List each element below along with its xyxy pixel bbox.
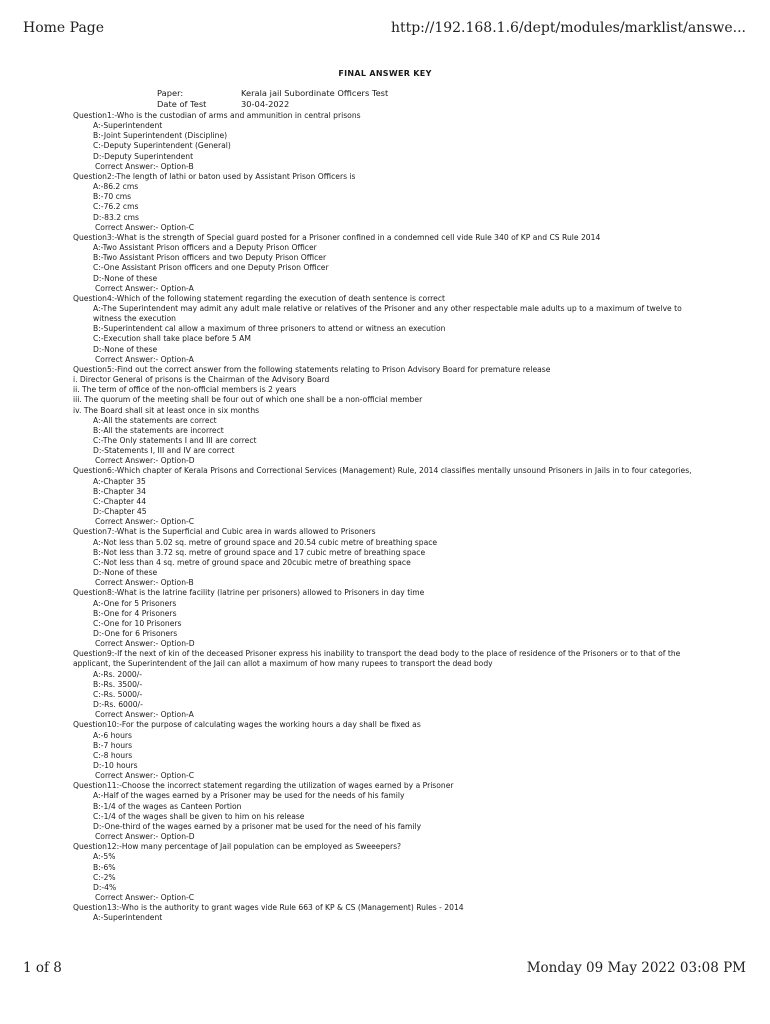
answer-option: B:-1/4 of the wages as Canteen Portion <box>93 801 242 811</box>
answer-option: D:-Rs. 6000/- <box>93 700 143 710</box>
answer-key-content <box>73 111 693 924</box>
answer-option: A:-6 hours <box>93 730 132 740</box>
correct-answer: Correct Answer:- Option-D <box>95 832 195 842</box>
answer-option: C:-8 hours <box>93 750 133 760</box>
footer-timestamp: Monday 09 May 2022 03:08 PM <box>526 960 746 976</box>
answer-option: D:-None of these <box>93 273 158 283</box>
answer-option: B:-All the statements are incorrect <box>93 425 224 435</box>
answer-option: D:-One for 6 Prisoners <box>93 628 178 638</box>
question-block <box>73 527 693 588</box>
question-text: Question6:-Which chapter of Kerala Prisons and Correctional Services (Management) Rule, 2014 classifies mentally unsound Prisoners in Jails in to four categories, <box>73 466 692 476</box>
question-text: Question1:-Who is the custodian of arms and ammunition in central prisons <box>73 111 361 120</box>
document-title: FINAL ANSWER KEY <box>338 69 432 78</box>
answer-option: B:-Rs. 3500/- <box>93 679 143 689</box>
header-url: http://192.168.1.6/dept/modules/marklist/answe... <box>390 20 746 36</box>
answer-option: A:-86.2 cms <box>93 182 139 192</box>
correct-answer: Correct Answer:- Option-C <box>95 222 195 232</box>
paper-label: Paper: <box>157 88 184 98</box>
paper-value: Kerala jail Subordinate Officers Test <box>241 88 389 98</box>
answer-option: C:-Rs. 5000/- <box>93 689 143 699</box>
answer-option: A:-5% <box>93 852 116 862</box>
question-text: Question9:-If the next of kin of the deceased Prisoner express his inability to transport the dead body to the place of residence of the Prisoners or to that of the applicant, the Superintendent of the Jail can allot a maximum of how many rupees to transport the dead body <box>73 649 681 669</box>
answer-option: C:-1/4 of the wages shall be given to him on his release <box>93 811 305 821</box>
question-text: Question13:-Who is the authority to grant wages vide Rule 663 of KP & CS (Management) Rules - 2014 <box>73 903 464 913</box>
answer-option: A:-Superintendent <box>93 913 163 923</box>
answer-option: A:-Half of the wages earned by a Prisoner may be used for the needs of his family <box>93 791 405 801</box>
answer-option: C:-Chapter 44 <box>93 496 147 506</box>
answer-option: B:-Joint Superintendent (Discipline) <box>93 131 228 141</box>
date-value: 30-04-2022 <box>241 99 290 109</box>
question-text: Question7:-What is the Superficial and Cubic area in wards allowed to Prisoners <box>73 527 376 537</box>
answer-option: B:-Chapter 34 <box>93 486 146 496</box>
question-text: Question4:-Which of the following statement regarding the execution of death sentence is correct <box>73 293 445 303</box>
answer-option: A:-Not less than 5.02 sq. metre of ground space and 20.54 cubic metre of breathing space <box>93 537 438 547</box>
question-block <box>73 365 693 467</box>
answer-option: C:-Execution shall take place before 5 AM <box>93 334 251 344</box>
question-block <box>73 466 693 527</box>
question-block <box>73 720 693 781</box>
header-home-page: Home Page <box>23 20 105 36</box>
correct-answer: Correct Answer:- Option-C <box>95 771 195 781</box>
question-block <box>73 233 693 294</box>
correct-answer: Correct Answer:- Option-D <box>95 639 195 649</box>
answer-option: D:-Statements I, III and IV are correct <box>93 446 235 456</box>
question-block <box>73 842 693 903</box>
answer-option: D:-None of these <box>93 568 158 578</box>
question-text: Question2:-The length of lathi or baton used by Assistant Prison Officers is <box>73 171 356 181</box>
question-statement: iv. The Board shall sit at least once in six months <box>73 405 260 415</box>
paper-row <box>157 88 388 98</box>
question-block <box>73 172 693 233</box>
answer-option: D:-4% <box>93 882 117 892</box>
answer-option: C:-Not less than 4 sq. metre of ground space and 20cubic metre of breathing space <box>93 557 411 567</box>
question-block <box>73 111 693 172</box>
question-block <box>73 649 693 720</box>
answer-option: D:-Chapter 45 <box>93 507 147 517</box>
answer-option: A:-All the statements are correct <box>93 415 217 425</box>
correct-answer: Correct Answer:- Option-D <box>95 456 195 466</box>
answer-option: D:-One-third of the wages earned by a prisoner mat be used for the need of his family <box>93 821 422 831</box>
question-text: Question5:-Find out the correct answer from the following statements relating to Prison Advisory Board for premature release <box>73 364 551 374</box>
date-row <box>157 99 289 109</box>
answer-option: C:-76.2 cms <box>93 202 139 212</box>
correct-answer: Correct Answer:- Option-A <box>95 283 194 293</box>
answer-option: D:-Deputy Superintendent <box>93 151 194 161</box>
answer-option: A:-Chapter 35 <box>93 476 146 486</box>
question-block <box>73 903 693 923</box>
answer-option: D:-10 hours <box>93 761 138 770</box>
date-label: Date of Test <box>157 99 207 109</box>
answer-option: A:-Superintendent <box>93 121 163 131</box>
question-text: Question3:-What is the strength of Special guard posted for a Prisoner confined in a condemned cell vide Rule 340 of KP and CS Rule 2014 <box>73 232 601 242</box>
correct-answer: Correct Answer:- Option-C <box>95 893 195 903</box>
question-statement: iii. The quorum of the meeting shall be four out of which one shall be a non-official member <box>73 395 423 405</box>
question-text: Question8:-What is the latrine facility (latrine per prisoners) allowed to Prisoners in day time <box>73 588 425 598</box>
correct-answer: Correct Answer:- Option-B <box>95 161 194 171</box>
answer-option: D:-None of these <box>93 344 158 354</box>
correct-answer: Correct Answer:- Option-A <box>95 710 194 720</box>
question-text: Question12:-How many percentage of Jail population can be employed as Sweeepers? <box>73 842 402 852</box>
answer-option: B:-Not less than 3.72 sq. metre of ground space and 17 cubic metre of breathing space <box>93 547 426 557</box>
answer-option: B:-Superintendent cal allow a maximum of three prisoners to attend or witness an execution <box>93 324 446 334</box>
answer-option: A:-Two Assistant Prison officers and a Deputy Prison Officer <box>93 243 317 253</box>
footer-page-count: 1 of 8 <box>23 960 62 976</box>
answer-option: C:-Deputy Superintendent (General) <box>93 141 231 151</box>
question-block <box>73 294 693 365</box>
answer-option: D:-83.2 cms <box>93 212 139 222</box>
question-statement: ii. The term of office of the non-official members is 2 years <box>73 385 297 395</box>
correct-answer: Correct Answer:- Option-A <box>95 354 194 364</box>
answer-option: C:-2% <box>93 872 116 882</box>
answer-option: B:-7 hours <box>93 740 133 750</box>
answer-option: C:-One Assistant Prison officers and one Deputy Prison Officer <box>93 263 329 273</box>
question-block <box>73 588 693 649</box>
question-statement: i. Director General of prisons is the Chairman of the Advisory Board <box>73 375 330 385</box>
answer-option: A:-One for 5 Prisoners <box>93 598 177 608</box>
answer-option: B:-Two Assistant Prison officers and two Deputy Prison Officer <box>93 253 327 263</box>
answer-option: A:-Rs. 2000/- <box>93 669 143 679</box>
correct-answer: Correct Answer:- Option-C <box>95 517 195 527</box>
question-block <box>73 781 693 842</box>
answer-option: B:-One for 4 Prisoners <box>93 608 177 618</box>
answer-option: B:-6% <box>93 862 116 872</box>
question-text: Question10:-For the purpose of calculating wages the working hours a day shall be fixed as <box>73 720 421 730</box>
correct-answer: Correct Answer:- Option-B <box>95 578 194 588</box>
answer-option: B:-70 cms <box>93 192 132 202</box>
answer-option: A:-The Superintendent may admit any adult male relative or relatives of the Prisoner and any other respectable male adults up to a maximum of twelve to witness the execution <box>93 303 682 324</box>
question-text: Question11:-Choose the incorrect statement regarding the utilization of wages earned by a Prisoner <box>73 781 454 791</box>
answer-option: C:-One for 10 Prisoners <box>93 618 182 628</box>
answer-option: C:-The Only statements I and III are correct <box>93 436 257 445</box>
